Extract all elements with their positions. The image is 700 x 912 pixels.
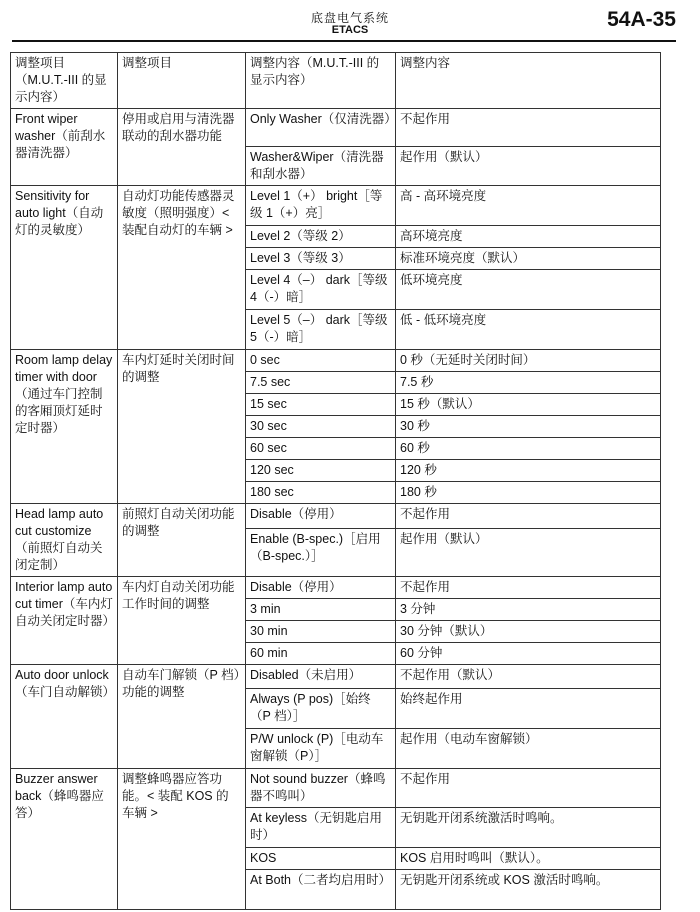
table-row: [11, 186, 661, 226]
adjustment-item-cell: Interior lamp auto cut timer（车内灯自动关闭定时器）: [11, 577, 118, 665]
section-title-en: ETACS: [331, 24, 369, 36]
adjustment-content-cell: 高 - 高环境亮度: [396, 186, 661, 226]
adjustment-content-cell: 60 分钟: [396, 643, 661, 665]
adjustment-item-cell: Room lamp delay timer with door（通过车门控制的客厢顶灯延时定时器）: [11, 350, 118, 504]
mut-display-cell: 7.5 sec: [246, 372, 396, 394]
mut-display-cell: Not sound buzzer（蜂鸣器不鸣叫）: [246, 769, 396, 808]
section-title-cn: 底盘电气系统: [310, 11, 389, 25]
mut-display-cell: 120 sec: [246, 460, 396, 482]
adjustment-item-cell: Front wiper washer（前刮水器清洗器）: [11, 109, 118, 186]
mut-display-cell: 30 sec: [246, 416, 396, 438]
adjustment-content-cell: 180 秒: [396, 482, 661, 504]
adjustment-description-cell: 前照灯自动关闭功能的调整: [118, 504, 246, 577]
adjustment-description-cell: 自动车门解锁（P 档）功能的调整: [118, 665, 246, 769]
adjustment-content-cell: 7.5 秒: [396, 372, 661, 394]
page-number: 54A-35: [607, 8, 676, 31]
adjustment-content-cell: 起作用（默认）: [396, 147, 661, 186]
table-header-row: [11, 53, 661, 109]
col-header: 调整项目: [118, 53, 246, 109]
adjustment-content-cell: 不起作用: [396, 577, 661, 599]
mut-display-cell: Level 2（等级 2）: [246, 226, 396, 248]
adjustment-description-cell: 车内灯自动关闭功能工作时间的调整: [118, 577, 246, 665]
adjustment-content-cell: 不起作用: [396, 504, 661, 529]
table-row: [11, 577, 661, 599]
adjustment-content-cell: 起作用（电动车窗解锁）: [396, 729, 661, 769]
mut-display-cell: 30 min: [246, 621, 396, 643]
mut-display-cell: Level 4（–） dark［等级 4（-）暗］: [246, 270, 396, 310]
col-header: 调整内容（M.U.T.-III 的显示内容）: [246, 53, 396, 109]
adjustment-description-cell: 停用或启用与清洗器联动的刮水器功能: [118, 109, 246, 186]
adjustment-content-cell: 60 秒: [396, 438, 661, 460]
adjustment-content-cell: 120 秒: [396, 460, 661, 482]
mut-display-cell: At Both（二者均启用时）: [246, 870, 396, 910]
mut-display-cell: 180 sec: [246, 482, 396, 504]
mut-display-cell: KOS: [246, 848, 396, 870]
mut-display-cell: Disable（停用）: [246, 577, 396, 599]
adjustment-content-cell: 30 分钟（默认）: [396, 621, 661, 643]
adjustment-content-cell: 3 分钟: [396, 599, 661, 621]
adjustment-content-cell: 低环境亮度: [396, 270, 661, 310]
mut-display-cell: 15 sec: [246, 394, 396, 416]
col-header: 调整项目（M.U.T.-III 的显示内容）: [11, 53, 118, 109]
adjustment-item-cell: Buzzer answer back（蜂鸣器应答）: [11, 769, 118, 910]
mut-display-cell: 60 min: [246, 643, 396, 665]
mut-display-cell: Level 3（等级 3）: [246, 248, 396, 270]
mut-display-cell: Washer&Wiper（清洗器和刮水器）: [246, 147, 396, 186]
adjustment-content-cell: 标准环境亮度（默认）: [396, 248, 661, 270]
adjustment-content-cell: KOS 启用时鸣叫（默认）。: [396, 848, 661, 870]
adjustment-content-cell: 高环境亮度: [396, 226, 661, 248]
mut-display-cell: 60 sec: [246, 438, 396, 460]
adjustment-content-cell: 15 秒（默认）: [396, 394, 661, 416]
adjustment-content-cell: 低 - 低环境亮度: [396, 310, 661, 350]
mut-display-cell: Level 1（+） bright［等级 1（+）亮］: [246, 186, 396, 226]
adjustment-item-cell: Auto door unlock（车门自动解锁）: [11, 665, 118, 769]
adjustment-content-cell: 起作用（默认）: [396, 529, 661, 577]
table-row: [11, 350, 661, 372]
mut-display-cell: Disable（停用）: [246, 504, 396, 529]
adjustment-description-cell: 车内灯延时关闭时间的调整: [118, 350, 246, 504]
page-header: [0, 0, 700, 46]
adjustment-content-cell: 30 秒: [396, 416, 661, 438]
mut-display-cell: Always (P pos)［始终（P 档）］: [246, 689, 396, 729]
mut-display-cell: Only Washer（仅清洗器）: [246, 109, 396, 147]
table-row: [11, 504, 661, 529]
mut-display-cell: 3 min: [246, 599, 396, 621]
col-header: 调整内容: [396, 53, 661, 109]
adjustment-item-cell: Sensitivity for auto light（自动灯的灵敏度）: [11, 186, 118, 350]
mut-display-cell: At keyless（无钥匙启用时）: [246, 808, 396, 848]
adjustment-content-cell: 始终起作用: [396, 689, 661, 729]
table-row: [11, 769, 661, 808]
mut-display-cell: Disabled（未启用）: [246, 665, 396, 689]
adjustment-content-cell: 无钥匙开闭系统或 KOS 激活时鸣响。: [396, 870, 661, 910]
adjustment-item-cell: Head lamp auto cut customize（前照灯自动关闭定制）: [11, 504, 118, 577]
adjustment-content-cell: 不起作用: [396, 109, 661, 147]
adjustment-content-cell: 无钥匙开闭系统激活时鸣响。: [396, 808, 661, 848]
mut-display-cell: P/W unlock (P)［电动车窗解锁（P）］: [246, 729, 396, 769]
adjustment-content-cell: 0 秒（无延时关闭时间）: [396, 350, 661, 372]
adjustment-description-cell: 自动灯功能传感器灵敏度（照明强度）< 装配自动灯的车辆 >: [118, 186, 246, 350]
table-row: [11, 109, 661, 147]
table-row: [11, 665, 661, 689]
adjustment-content-cell: 不起作用（默认）: [396, 665, 661, 689]
mut-display-cell: Enable (B-spec.)［启用（B-spec.）］: [246, 529, 396, 577]
mut-display-cell: Level 5（–） dark［等级 5（-）暗］: [246, 310, 396, 350]
adjustment-table: [10, 52, 661, 910]
adjustment-content-cell: 不起作用: [396, 769, 661, 808]
mut-display-cell: 0 sec: [246, 350, 396, 372]
header-rule: [12, 40, 676, 42]
adjustment-description-cell: 调整蜂鸣器应答功能。< 装配 KOS 的车辆 >: [118, 769, 246, 910]
